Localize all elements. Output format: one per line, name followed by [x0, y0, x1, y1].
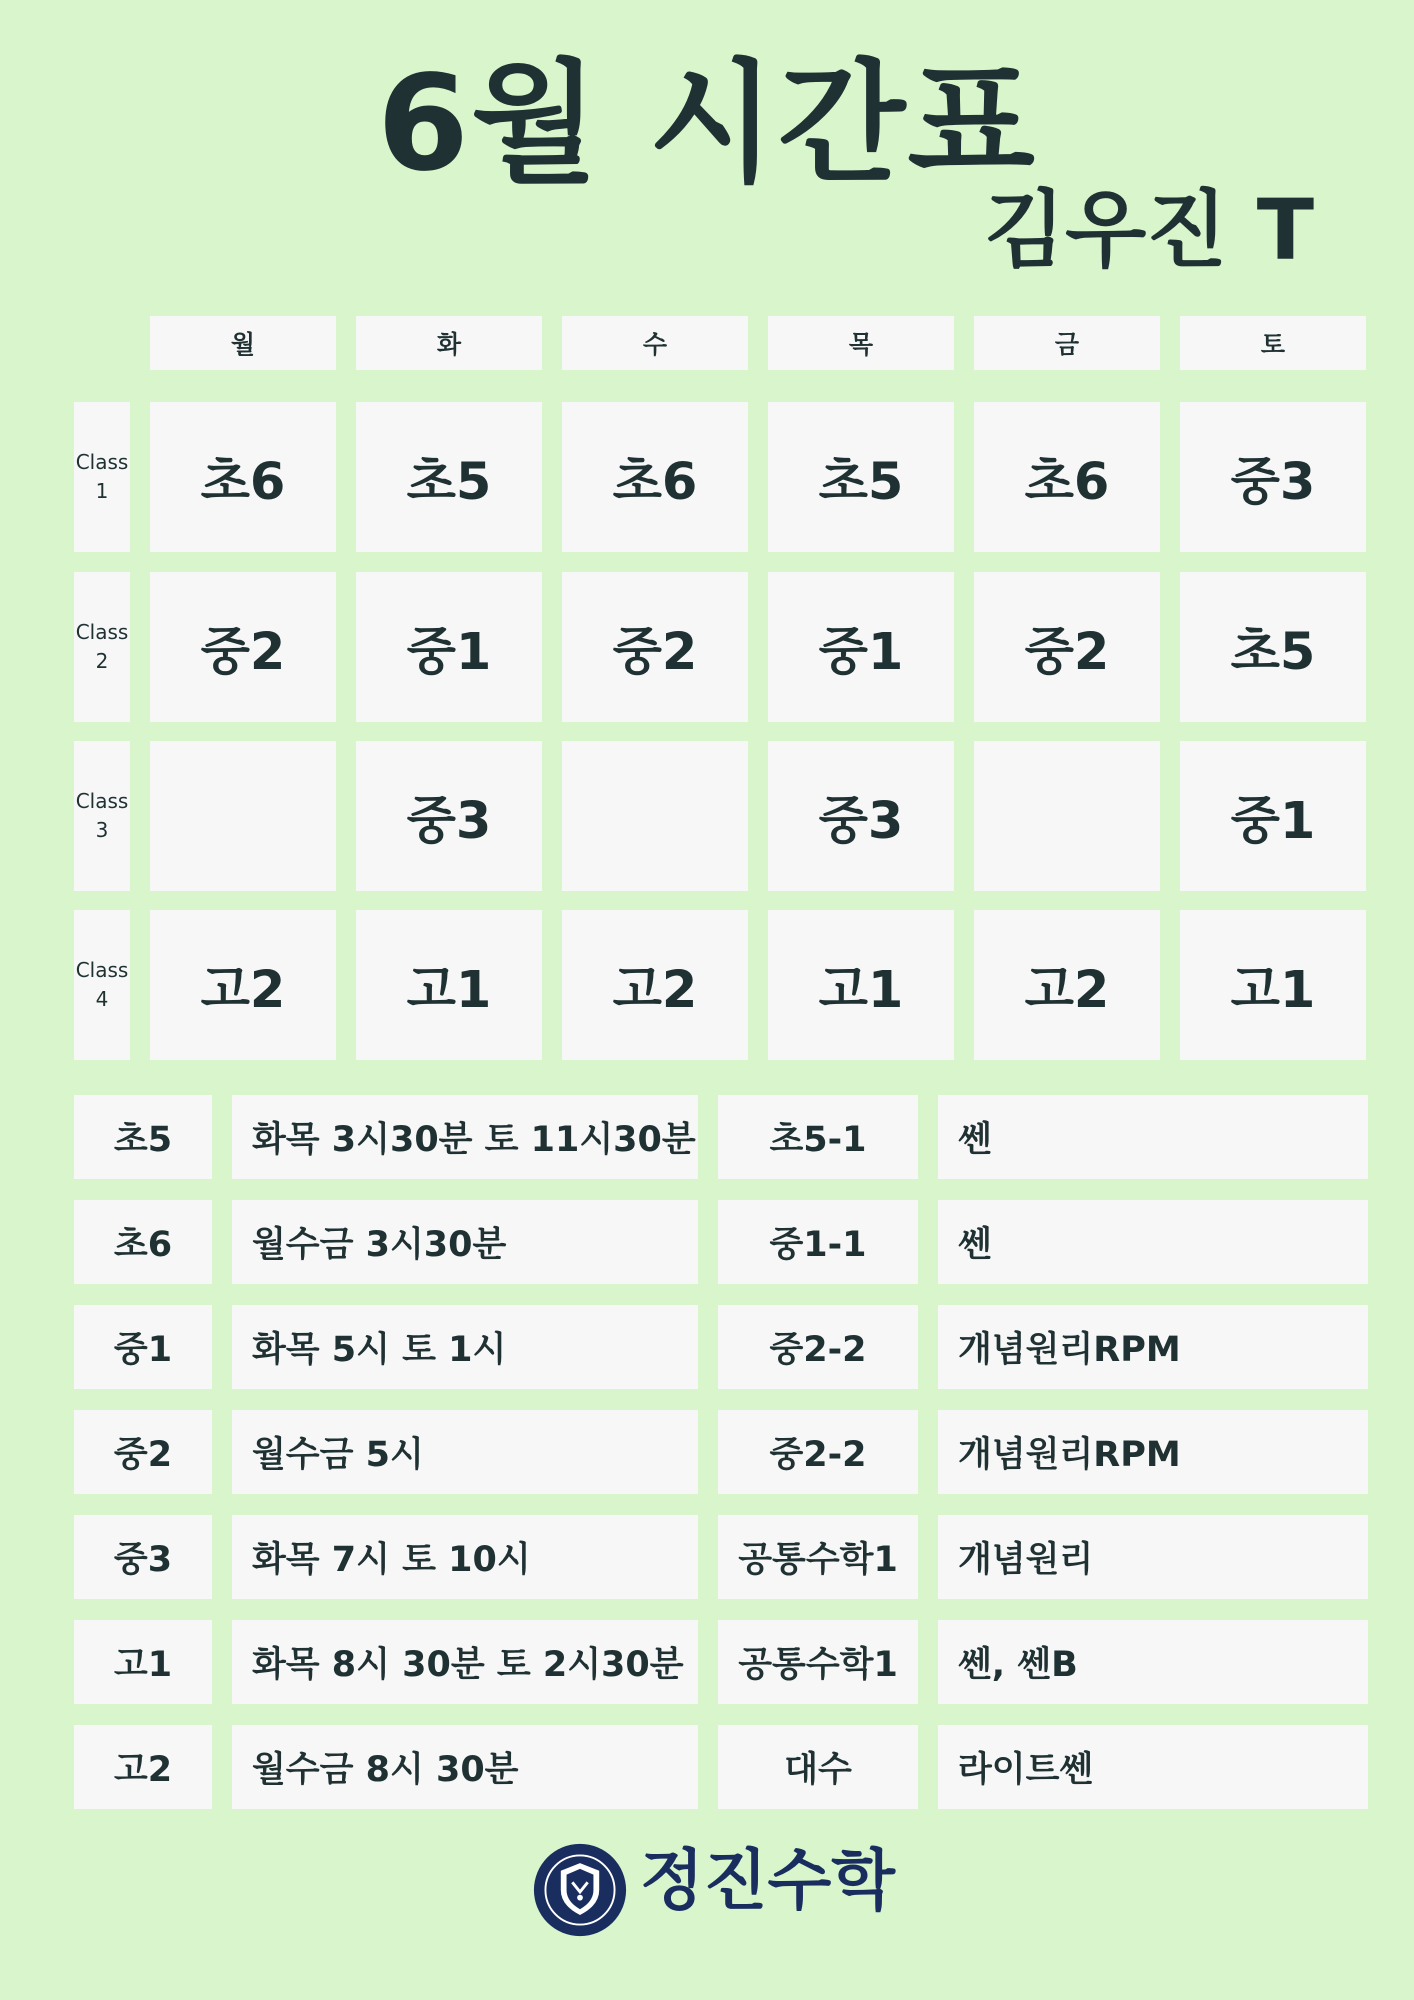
- timetable-cell: [974, 741, 1160, 891]
- teacher-name: 김우진 T: [984, 181, 1314, 279]
- timetable-cell: 중1: [356, 572, 542, 722]
- timetable-cell: 초5: [1180, 572, 1366, 722]
- course-cell: 초5-1: [718, 1095, 918, 1179]
- textbook-cell: 쎈: [938, 1200, 1368, 1284]
- level-cell: 고1: [74, 1620, 212, 1704]
- timetable-cell: 초5: [356, 402, 542, 552]
- course-cell: 공통수학1: [718, 1515, 918, 1599]
- timetable-cell: 고1: [768, 910, 954, 1060]
- course-cell: 대수: [718, 1725, 918, 1809]
- day-header-wed: 수: [562, 316, 748, 370]
- timetable-cell: 초5: [768, 402, 954, 552]
- timetable-cell: 중3: [1180, 402, 1366, 552]
- time-cell: 화목 3시30분 토 11시30분: [232, 1095, 698, 1179]
- course-cell: 중1-1: [718, 1200, 918, 1284]
- textbook-cell: 라이트쎈: [938, 1725, 1368, 1809]
- timetable-cell: 고2: [562, 910, 748, 1060]
- time-cell: 화목 8시 30분 토 2시30분: [232, 1620, 698, 1704]
- timetable-cell: 고1: [1180, 910, 1366, 1060]
- time-cell: 월수금 5시: [232, 1410, 698, 1494]
- timetable-cell: 고2: [974, 910, 1160, 1060]
- timetable-cell: 고2: [150, 910, 336, 1060]
- day-header-sat: 토: [1180, 316, 1366, 370]
- time-cell: 월수금 3시30분: [232, 1200, 698, 1284]
- class-row-label: Class 3: [74, 741, 130, 891]
- time-cell: 월수금 8시 30분: [232, 1725, 698, 1809]
- timetable-cell: 초6: [150, 402, 336, 552]
- course-cell: 중2-2: [718, 1305, 918, 1389]
- timetable-cell: 중1: [1180, 741, 1366, 891]
- class-row-label: Class 4: [74, 910, 130, 1060]
- textbook-cell: 쎈, 쎈B: [938, 1620, 1368, 1704]
- timetable-cell: 중3: [356, 741, 542, 891]
- textbook-cell: 개념원리RPM: [938, 1305, 1368, 1389]
- class-row-label: Class 1: [74, 402, 130, 552]
- day-header-fri: 금: [974, 316, 1160, 370]
- level-cell: 중3: [74, 1515, 212, 1599]
- class-row-label: Class 2: [74, 572, 130, 722]
- timetable-cell: 중3: [768, 741, 954, 891]
- brand-name: 정진수학: [640, 1842, 896, 1919]
- timetable-cell: [150, 741, 336, 891]
- timetable-cell: 중1: [768, 572, 954, 722]
- textbook-cell: 쎈: [938, 1095, 1368, 1179]
- level-cell: 중2: [74, 1410, 212, 1494]
- level-cell: 중1: [74, 1305, 212, 1389]
- timetable-cell: 초6: [562, 402, 748, 552]
- course-cell: 공통수학1: [718, 1620, 918, 1704]
- university-seal-icon: [532, 1842, 628, 1938]
- page-title: 6월 시간표: [377, 47, 1037, 201]
- timetable-cell: 중2: [562, 572, 748, 722]
- timetable-cell: [562, 741, 748, 891]
- day-header-thu: 목: [768, 316, 954, 370]
- textbook-cell: 개념원리: [938, 1515, 1368, 1599]
- day-header-tue: 화: [356, 316, 542, 370]
- time-cell: 화목 7시 토 10시: [232, 1515, 698, 1599]
- level-cell: 초6: [74, 1200, 212, 1284]
- timetable-cell: 중2: [974, 572, 1160, 722]
- day-header-mon: 월: [150, 316, 336, 370]
- timetable-cell: 중2: [150, 572, 336, 722]
- time-cell: 화목 5시 토 1시: [232, 1305, 698, 1389]
- timetable-cell: 초6: [974, 402, 1160, 552]
- course-cell: 중2-2: [718, 1410, 918, 1494]
- textbook-cell: 개념원리RPM: [938, 1410, 1368, 1494]
- level-cell: 초5: [74, 1095, 212, 1179]
- level-cell: 고2: [74, 1725, 212, 1809]
- timetable-cell: 고1: [356, 910, 542, 1060]
